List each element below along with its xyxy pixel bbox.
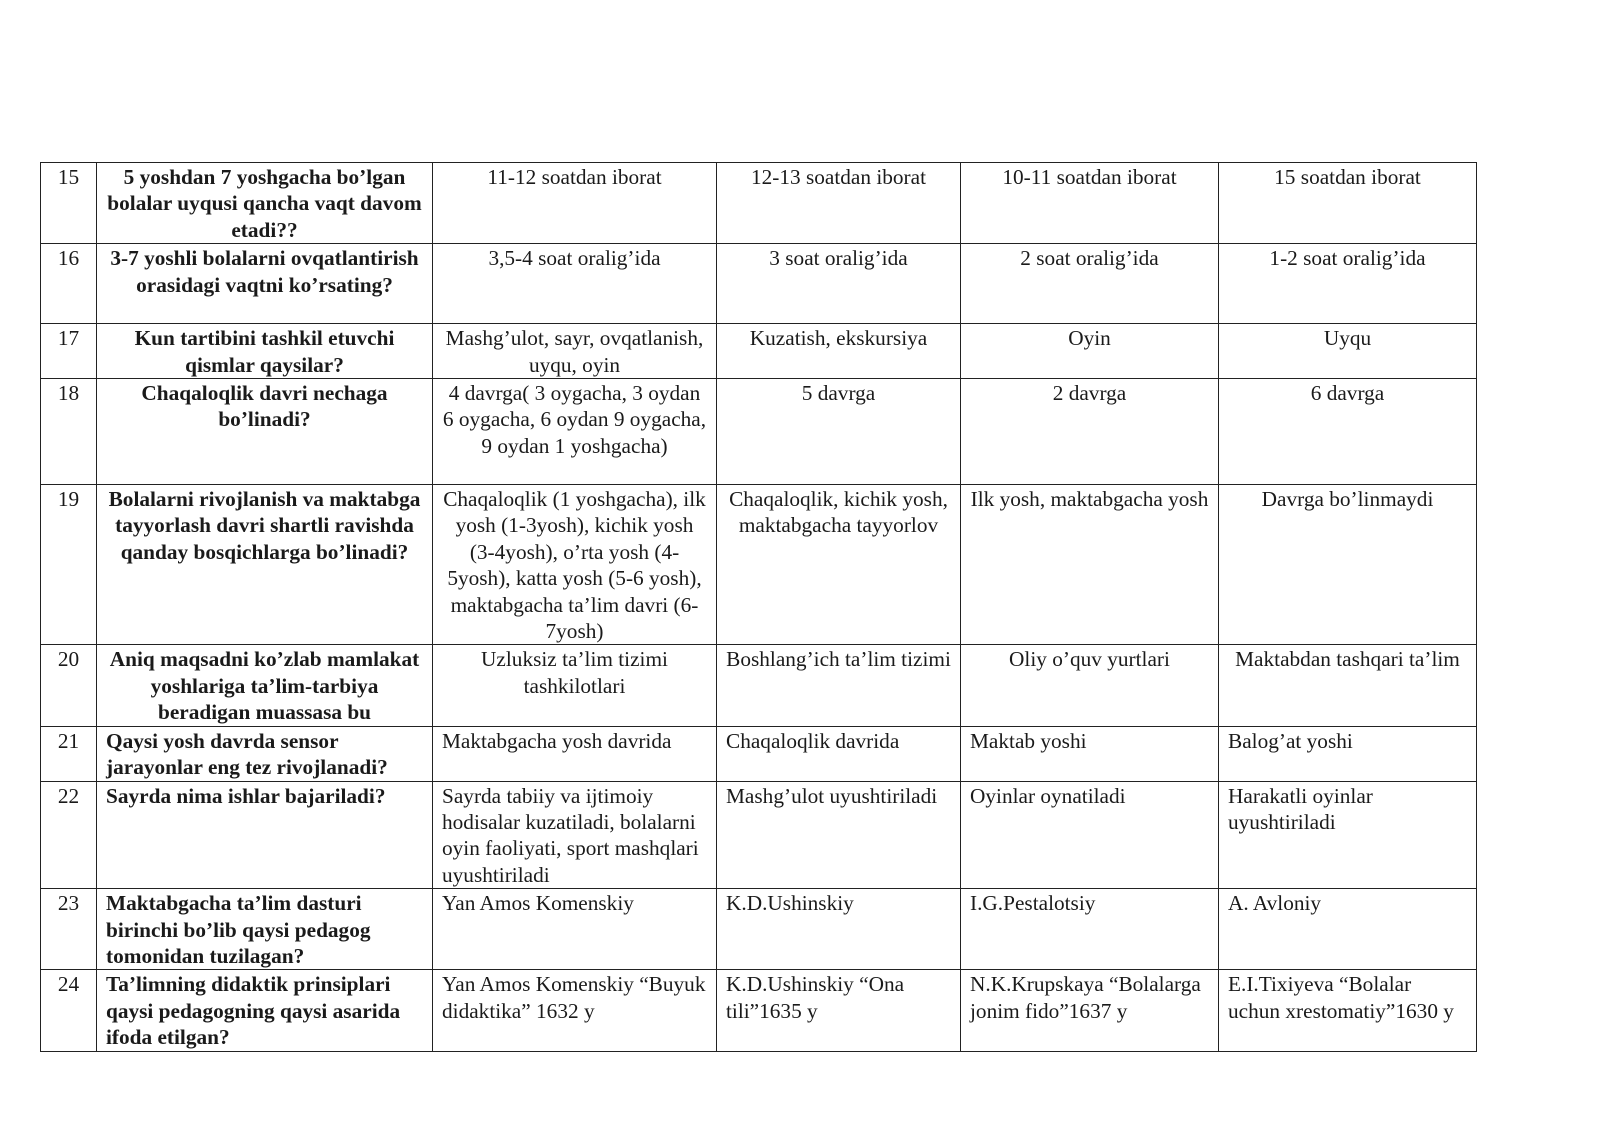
answer-option-b: Boshlang’ich ta’lim tizimi bbox=[717, 645, 961, 726]
answer-option-a: 11-12 soatdan iborat bbox=[433, 163, 717, 244]
answer-option-a: Uzluksiz ta’lim tizimi tashkilotlari bbox=[433, 645, 717, 726]
answer-option-a: Mashg’ulot, sayr, ovqatlanish, uyqu, oyin bbox=[433, 324, 717, 379]
answer-option-c: Oyin bbox=[961, 324, 1219, 379]
question-text: Kun tartibini tashkil etuvchi qismlar qaysilar? bbox=[97, 324, 433, 379]
answer-option-d: A. Avloniy bbox=[1219, 889, 1477, 970]
answer-option-a: Yan Amos Komenskiy “Buyuk didaktika” 1632 y bbox=[433, 970, 717, 1051]
question-number: 17 bbox=[41, 324, 97, 379]
answer-option-c: 2 davrga bbox=[961, 379, 1219, 485]
answer-option-a: Maktabgacha yosh davrida bbox=[433, 726, 717, 781]
question-number: 24 bbox=[41, 970, 97, 1051]
answer-option-d: 6 davrga bbox=[1219, 379, 1477, 485]
answer-option-b: Chaqaloqlik davrida bbox=[717, 726, 961, 781]
answer-option-c: I.G.Pestalotsiy bbox=[961, 889, 1219, 970]
answer-option-d: E.I.Tixiyeva “Bolalar uchun xrestomatiy”1630 y bbox=[1219, 970, 1477, 1051]
answer-option-c: Oliy o’quv yurtlari bbox=[961, 645, 1219, 726]
question-number: 19 bbox=[41, 485, 97, 645]
answer-option-d: Uyqu bbox=[1219, 324, 1477, 379]
question-text: 3-7 yoshli bolalarni ovqatlantirish orasidagi vaqtni ko’rsating? bbox=[97, 244, 433, 324]
table-row bbox=[41, 485, 1477, 645]
answer-option-a: 4 davrga( 3 oygacha, 3 oydan 6 oygacha, 6 oydan 9 oygacha, 9 oydan 1 yoshgacha) bbox=[433, 379, 717, 485]
answer-option-c: Maktab yoshi bbox=[961, 726, 1219, 781]
table-row bbox=[41, 379, 1477, 485]
question-number: 23 bbox=[41, 889, 97, 970]
table-row bbox=[41, 970, 1477, 1051]
question-number: 21 bbox=[41, 726, 97, 781]
answer-option-c: N.K.Krupskaya “Bolalarga jonim fido”1637 y bbox=[961, 970, 1219, 1051]
answer-option-c: Ilk yosh, maktabgacha yosh bbox=[961, 485, 1219, 645]
answer-option-d: 15 soatdan iborat bbox=[1219, 163, 1477, 244]
question-text: Qaysi yosh davrda sensor jarayonlar eng tez rivojlanadi? bbox=[97, 726, 433, 781]
table-row bbox=[41, 163, 1477, 244]
answer-option-a: Yan Amos Komenskiy bbox=[433, 889, 717, 970]
question-text: Maktabgacha ta’lim dasturi birinchi bo’lib qaysi pedagog tomonidan tuzilagan? bbox=[97, 889, 433, 970]
question-text: Bolalarni rivojlanish va maktabga tayyorlash davri shartli ravishda qanday bosqichlarga bo’linadi? bbox=[97, 485, 433, 645]
answer-option-b: K.D.Ushinskiy bbox=[717, 889, 961, 970]
answer-option-d: Harakatli oyinlar uyushtiriladi bbox=[1219, 781, 1477, 889]
question-text: Aniq maqsadni ko’zlab mamlakat yoshlariga ta’lim-tarbiya beradigan muassasa bu bbox=[97, 645, 433, 726]
answer-option-a: 3,5-4 soat oralig’ida bbox=[433, 244, 717, 324]
answer-option-a: Sayrda tabiiy va ijtimoiy hodisalar kuzatiladi, bolalarni oyin faoliyati, sport mashqlari uyushtiriladi bbox=[433, 781, 717, 889]
question-number: 18 bbox=[41, 379, 97, 485]
answer-option-b: 5 davrga bbox=[717, 379, 961, 485]
question-text: Ta’limning didaktik prinsiplari qaysi pedagogning qaysi asarida ifoda etilgan? bbox=[97, 970, 433, 1051]
question-text: Sayrda nima ishlar bajariladi? bbox=[97, 781, 433, 889]
table-row bbox=[41, 645, 1477, 726]
answer-option-a: Chaqaloqlik (1 yoshgacha), ilk yosh (1-3yosh), kichik yosh (3-4yosh), o’rta yosh (4-5yosh), katta yosh (5-6 yosh), maktabgacha ta’lim davri (6-7yosh) bbox=[433, 485, 717, 645]
question-number: 16 bbox=[41, 244, 97, 324]
answer-option-d: Balog’at yoshi bbox=[1219, 726, 1477, 781]
answer-option-d: 1-2 soat oralig’ida bbox=[1219, 244, 1477, 324]
answer-option-b: 3 soat oralig’ida bbox=[717, 244, 961, 324]
table-row bbox=[41, 781, 1477, 889]
quiz-table bbox=[40, 162, 1477, 1052]
question-text: 5 yoshdan 7 yoshgacha bo’lgan bolalar uyqusi qancha vaqt davom etadi?? bbox=[97, 163, 433, 244]
answer-option-b: Chaqaloqlik, kichik yosh, maktabgacha tayyorlov bbox=[717, 485, 961, 645]
table-row bbox=[41, 244, 1477, 324]
answer-option-b: Mashg’ulot uyushtiriladi bbox=[717, 781, 961, 889]
answer-option-b: K.D.Ushinskiy “Ona tili”1635 y bbox=[717, 970, 961, 1051]
answer-option-b: Kuzatish, ekskursiya bbox=[717, 324, 961, 379]
question-number: 20 bbox=[41, 645, 97, 726]
question-text: Chaqaloqlik davri nechaga bo’linadi? bbox=[97, 379, 433, 485]
answer-option-c: 2 soat oralig’ida bbox=[961, 244, 1219, 324]
answer-option-d: Maktabdan tashqari ta’lim bbox=[1219, 645, 1477, 726]
answer-option-c: 10-11 soatdan iborat bbox=[961, 163, 1219, 244]
table-row bbox=[41, 726, 1477, 781]
question-number: 15 bbox=[41, 163, 97, 244]
question-number: 22 bbox=[41, 781, 97, 889]
table-row bbox=[41, 889, 1477, 970]
answer-option-b: 12-13 soatdan iborat bbox=[717, 163, 961, 244]
table-row bbox=[41, 324, 1477, 379]
answer-option-d: Davrga bo’linmaydi bbox=[1219, 485, 1477, 645]
answer-option-c: Oyinlar oynatiladi bbox=[961, 781, 1219, 889]
